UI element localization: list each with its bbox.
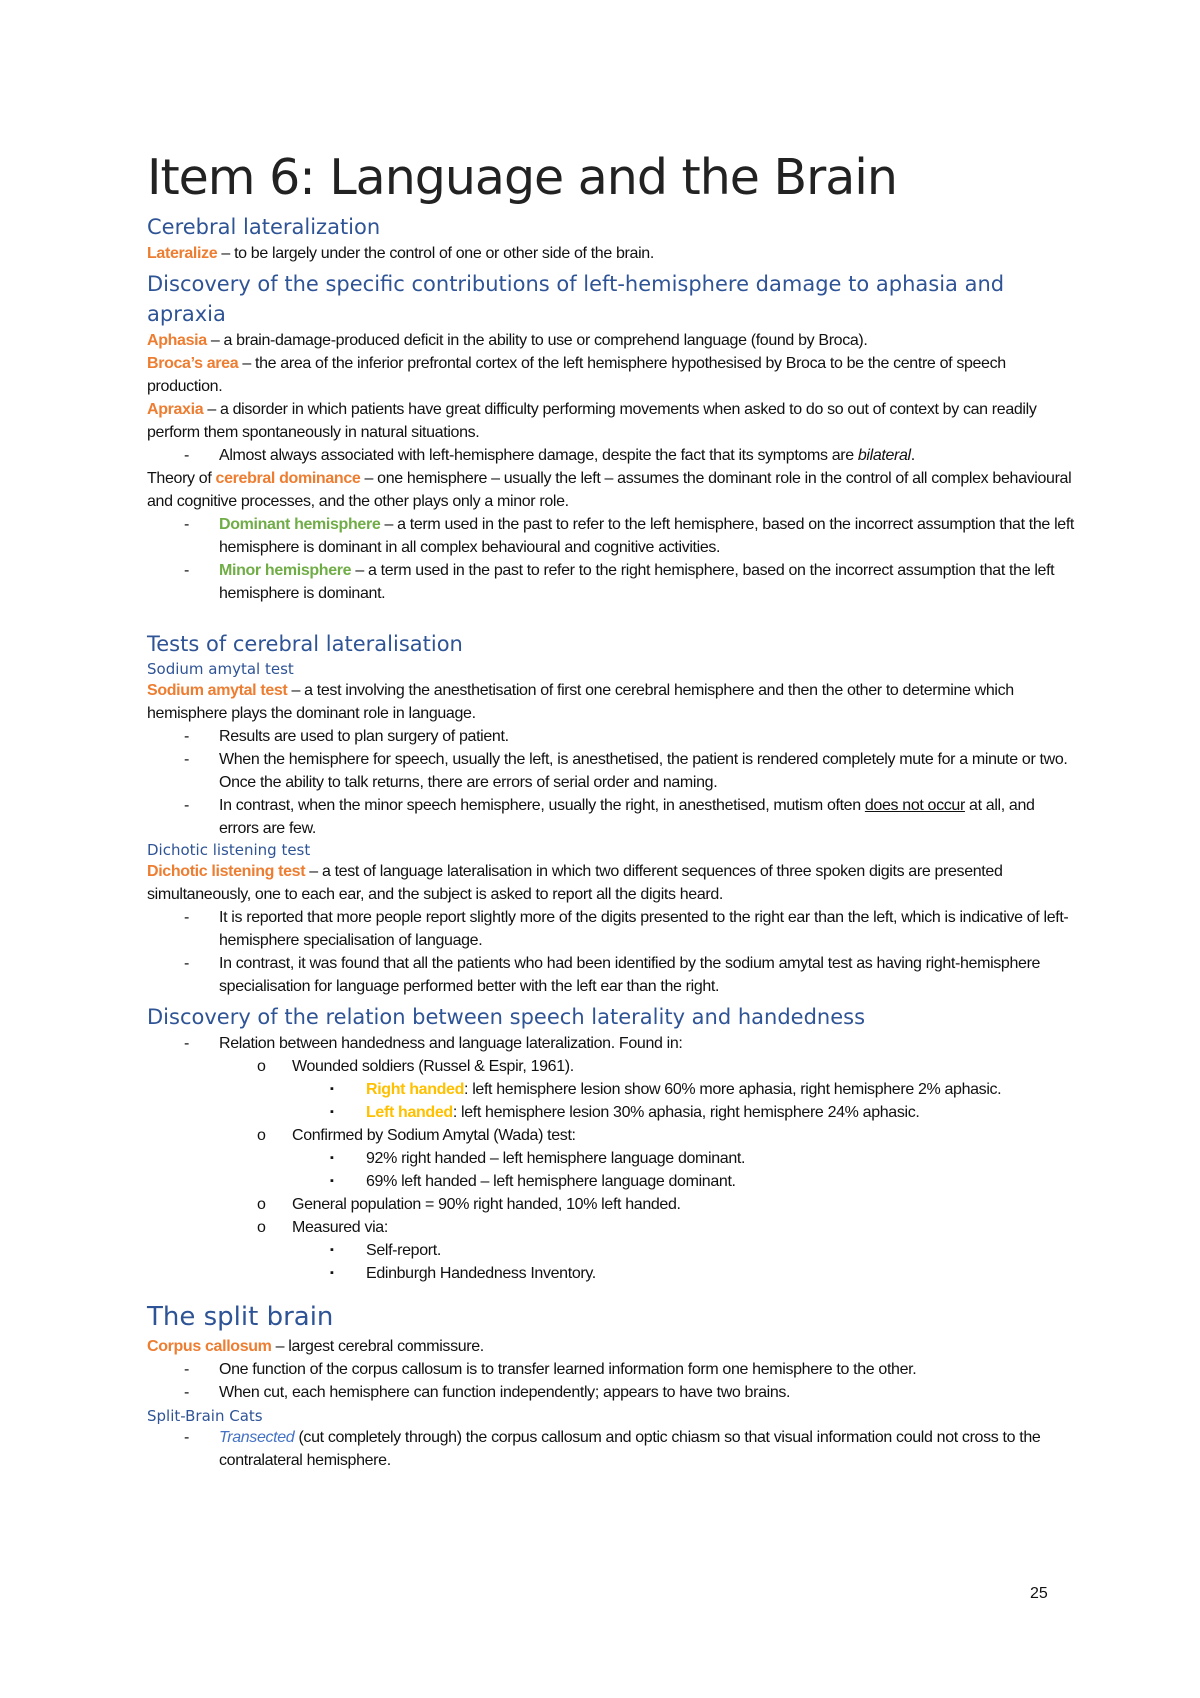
definition-aphasia (147, 329, 1077, 352)
list-item (147, 794, 1077, 840)
square-bullet: ▪ (330, 1152, 334, 1165)
list-item-text: Relation between handedness and language lateralization. Found in: (219, 1035, 683, 1053)
dash-bullet: - (184, 909, 189, 927)
list-item-text: 69% left handed – left hemisphere language dominant. (366, 1173, 736, 1191)
square-bullet: ▪ (330, 1267, 334, 1280)
definition-cerebral-dominance (147, 467, 1077, 513)
dash-bullet: - (184, 797, 189, 815)
term-dichotic-listening: Dichotic listening test (147, 863, 306, 881)
section-heading-tests-lateralisation: Tests of cerebral lateralisation (147, 632, 463, 657)
term-aphasia: Aphasia (147, 332, 207, 350)
subheading-dichotic-listening: Dichotic listening test (147, 841, 311, 860)
section-heading-aphasia-apraxia: Discovery of the specific contributions of left-hemisphere damage to aphasia and apraxia (147, 272, 1005, 327)
definition-text: – largest cerebral commissure. (271, 1338, 484, 1356)
list-item-text: (cut completely through) the corpus callosum and optic chiasm so that visual information could not cross to the contralateral hemisphere. (219, 1429, 1041, 1470)
dash-bullet: - (184, 728, 189, 746)
subheading-split-brain-cats: Split-Brain Cats (147, 1407, 263, 1426)
subheading-sodium-amytal: Sodium amytal test (147, 660, 294, 679)
emphasis-bilateral: bilateral (857, 447, 911, 465)
list-item-text: Almost always associated with left-hemisphere damage, despite the fact that its symptoms are (219, 447, 858, 465)
definition-text: – the area of the inferior prefrontal cortex of the left hemisphere hypothesised by Broca to be the centre of speech production. (147, 355, 1006, 396)
list-item (147, 1170, 1077, 1193)
list-item (147, 725, 1077, 748)
definition-text: – a disorder in which patients have great difficulty performing movements when asked to do so out of context by can readily perform them spontaneously in natural situations. (147, 401, 1037, 442)
definition-dichotic-listening (147, 860, 1077, 906)
dash-bullet: - (184, 562, 189, 580)
square-bullet: ▪ (330, 1244, 334, 1257)
list-item (147, 1078, 1077, 1101)
dash-bullet: - (184, 751, 189, 769)
circle-bullet: o (257, 1219, 266, 1237)
list-item-text: – a term used in the past to refer to the left hemisphere, based on the incorrect assumption that the left hemisphere is dominant in all complex behavioural and cognitive activities. (219, 516, 1075, 557)
definition-text: – a brain-damage-produced deficit in the ability to use or comprehend language (found by Broca). (206, 332, 868, 350)
list-item (147, 1262, 1077, 1285)
circle-bullet: o (257, 1058, 266, 1076)
definition-text: – to be largely under the control of one or other side of the brain. (217, 245, 654, 263)
page-content (147, 150, 1077, 1472)
definition-sodium-amytal (147, 679, 1077, 725)
dash-bullet: - (184, 516, 189, 534)
dash-bullet: - (184, 1384, 189, 1402)
term-sodium-amytal: Sodium amytal test (147, 682, 288, 700)
list-item-text: : left hemisphere lesion show 60% more aphasia, right hemisphere 2% aphasic. (464, 1081, 1002, 1099)
circle-bullet: o (257, 1127, 266, 1145)
list-item-text: One function of the corpus callosum is to transfer learned information form one hemisphere to the other. (219, 1361, 917, 1379)
dash-bullet: - (184, 1361, 189, 1379)
list-item (147, 1055, 1077, 1078)
list-item (147, 1239, 1077, 1262)
list-item-text: When cut, each hemisphere can function independently; appears to have two brains. (219, 1384, 791, 1402)
list-item-text: . (910, 447, 915, 465)
term-cerebral-dominance: cerebral dominance (215, 470, 361, 488)
definition-text: Theory of (147, 470, 216, 488)
definition-text: – one hemisphere – usually the left – assumes the dominant role in the control of all complex behavioural and cognitive processes, and the other plays only a minor role. (147, 470, 1072, 511)
square-bullet: ▪ (330, 1175, 334, 1188)
square-bullet: ▪ (330, 1083, 334, 1096)
list-item (147, 1216, 1077, 1239)
square-bullet: ▪ (330, 1106, 334, 1119)
list-item (147, 1032, 1077, 1055)
term-left-handed: Left handed (366, 1104, 453, 1122)
list-item-text: Wounded soldiers (Russel & Espir, 1961). (292, 1058, 574, 1076)
list-item-text: In contrast, when the minor speech hemisphere, usually the right, in anesthetised, mutism often (219, 797, 865, 815)
list-item (147, 952, 1077, 998)
list-item-text: Confirmed by Sodium Amytal (Wada) test: (292, 1127, 576, 1145)
definition-text: – a test involving the anesthetisation of first one cerebral hemisphere and then the other to determine which hemisphere plays the dominant role in language. (147, 682, 1014, 723)
list-item (147, 906, 1077, 952)
list-item (147, 1381, 1077, 1404)
list-item-text: Results are used to plan surgery of patient. (219, 728, 509, 746)
definition-text: – a test of language lateralisation in which two different sequences of three spoken digits are presented simultaneously, one to each ear, and the subject is asked to report all the digits heard. (147, 863, 1003, 904)
definition-apraxia (147, 398, 1077, 444)
list-item (147, 513, 1077, 559)
list-item-text: Self-report. (366, 1242, 441, 1260)
list-item-text: : left hemisphere lesion 30% aphasia, right hemisphere 24% aphasic. (452, 1104, 920, 1122)
list-item (147, 1147, 1077, 1170)
list-item (147, 444, 1077, 467)
dash-bullet: - (184, 1429, 189, 1447)
dash-bullet: - (184, 447, 189, 465)
term-right-handed: Right handed (366, 1081, 465, 1099)
list-item (147, 1101, 1077, 1124)
list-item-text: General population = 90% right handed, 10% left handed. (292, 1196, 681, 1214)
list-item-text: at all, and errors are few. (219, 797, 1035, 838)
list-item-text: Measured via: (292, 1219, 388, 1237)
list-item (147, 559, 1077, 605)
page-title: Item 6: Language and the Brain (147, 149, 897, 206)
list-item-text: – a term used in the past to refer to the right hemisphere, based on the incorrect assumption that the left hemisphere is dominant. (219, 562, 1055, 603)
list-item-text: Edinburgh Handedness Inventory. (366, 1265, 596, 1283)
term-dominant-hemisphere: Dominant hemisphere (219, 516, 381, 534)
section-heading-split-brain: The split brain (147, 1302, 334, 1333)
section-heading-speech-handedness: Discovery of the relation between speech laterality and handedness (147, 1005, 866, 1030)
term-corpus-callosum: Corpus callosum (147, 1338, 272, 1356)
emphasis-does-not-occur: does not occur (864, 797, 965, 815)
term-transected: Transected (219, 1429, 295, 1447)
dash-bullet: - (184, 1035, 189, 1053)
definition-corpus-callosum (147, 1335, 1077, 1358)
dash-bullet: - (184, 955, 189, 973)
list-item (147, 748, 1077, 794)
term-lateralize: Lateralize (147, 245, 218, 263)
section-heading-cerebral-lateralization: Cerebral lateralization (147, 215, 381, 240)
list-item-text: In contrast, it was found that all the patients who had been identified by the sodium amytal test as having right-hemisphere specialisation for language performed better with the left ear than the right. (219, 955, 1041, 996)
list-item-text: It is reported that more people report slightly more of the digits presented to the right ear than the left, which is indicative of left-hemisphere specialisation of language. (219, 909, 1069, 950)
list-item-text: When the hemisphere for speech, usually the left, is anesthetised, the patient is rendered completely mute for a minute or two. Once the ability to talk returns, there are errors of serial order and naming. (219, 751, 1068, 792)
list-item (147, 1193, 1077, 1216)
list-item-text: 92% right handed – left hemisphere language dominant. (366, 1150, 746, 1168)
list-item (147, 1124, 1077, 1147)
definition-lateralize (147, 242, 1077, 265)
term-apraxia: Apraxia (147, 401, 204, 419)
definition-brocas-area (147, 352, 1077, 398)
term-brocas-area: Broca’s area (147, 355, 239, 373)
spacer (147, 605, 1077, 623)
list-item (147, 1358, 1077, 1381)
term-minor-hemisphere: Minor hemisphere (219, 562, 352, 580)
list-item (147, 1426, 1077, 1472)
page-number: 25 (1030, 1585, 1048, 1602)
circle-bullet: o (257, 1196, 266, 1214)
